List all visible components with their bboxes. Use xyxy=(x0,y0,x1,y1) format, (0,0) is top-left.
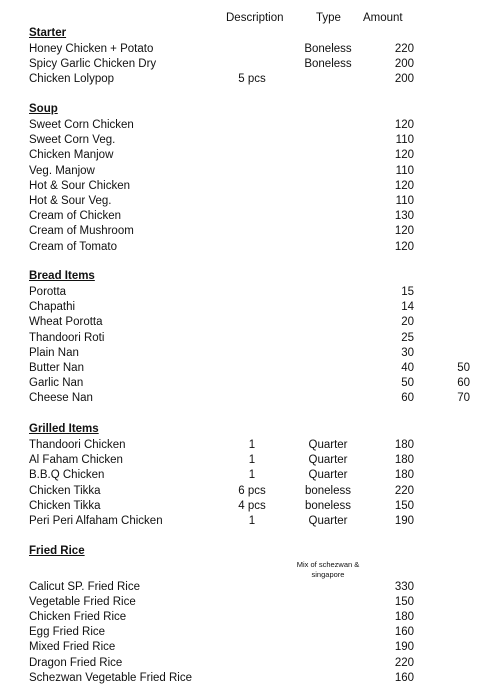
item-name: Sweet Corn Veg. xyxy=(29,134,116,147)
item-description: 5 pcs xyxy=(238,73,266,86)
menu-item-row xyxy=(0,580,490,595)
item-name: Garlic Nan xyxy=(29,377,84,390)
item-name: Schezwan Vegetable Fried Rice xyxy=(29,671,193,684)
menu-item-row xyxy=(0,640,490,655)
item-description: 1 xyxy=(248,454,256,467)
menu-item-row xyxy=(0,468,490,483)
item-amount: 15 xyxy=(401,286,414,298)
item-name: Cream of Chicken xyxy=(29,210,122,223)
item-name: Spicy Garlic Chicken Dry xyxy=(29,58,157,71)
item-description: 1 xyxy=(248,439,256,451)
item-name: Peri Peri Alfaham Chicken xyxy=(29,515,163,527)
item-amount: 220 xyxy=(394,656,414,669)
item-amount: 60 xyxy=(401,392,414,405)
menu-item-row xyxy=(0,625,490,640)
item-amount: 30 xyxy=(401,346,414,359)
menu-item-row xyxy=(0,285,490,300)
item-extra-amount: 50 xyxy=(457,362,470,374)
menu-item-row xyxy=(0,164,490,179)
header-type: Type xyxy=(316,12,341,24)
fried-rice-note: Mix of schezwan & singapore xyxy=(296,560,360,579)
item-amount: 150 xyxy=(394,596,414,609)
item-name: Calicut SP. Fried Rice xyxy=(29,581,140,593)
item-description: 1 xyxy=(248,515,256,527)
item-name: Chicken Tikka xyxy=(29,499,101,512)
item-type: Quarter xyxy=(308,469,348,482)
menu-item-row xyxy=(0,656,490,671)
item-amount: 180 xyxy=(394,454,414,467)
menu-item-row xyxy=(0,240,490,255)
item-amount: 200 xyxy=(394,58,414,71)
menu-item-row xyxy=(0,453,490,468)
menu-item-row xyxy=(0,499,490,514)
menu-item-row xyxy=(0,595,490,610)
item-description: 1 xyxy=(248,469,256,482)
menu-item-row xyxy=(0,391,490,406)
item-name: Chicken Fried Rice xyxy=(29,611,127,624)
item-name: Cheese Nan xyxy=(29,392,93,405)
item-amount: 160 xyxy=(394,671,414,684)
item-amount: 190 xyxy=(394,641,414,654)
menu-item-row xyxy=(0,194,490,209)
item-name: Plain Nan xyxy=(29,346,79,359)
item-type: Quarter xyxy=(308,515,348,527)
item-amount: 180 xyxy=(394,469,414,482)
menu-item-row xyxy=(0,346,490,361)
item-type: Boneless xyxy=(304,58,352,71)
item-amount: 160 xyxy=(394,626,414,639)
item-name: Chicken Manjow xyxy=(29,149,114,162)
menu-item-row xyxy=(0,224,490,239)
menu-item-row xyxy=(0,148,490,163)
item-amount: 120 xyxy=(394,225,414,238)
item-name: Hot & Sour Chicken xyxy=(29,179,130,192)
item-description: 4 pcs xyxy=(238,499,266,512)
item-name: Chicken Lolypop xyxy=(29,73,115,86)
menu-item-row xyxy=(0,438,490,453)
item-amount: 110 xyxy=(395,134,414,147)
item-amount: 120 xyxy=(394,149,414,162)
header-amount: Amount xyxy=(363,12,403,24)
menu-item-row xyxy=(0,209,490,224)
item-name: Dragon Fried Rice xyxy=(29,656,123,669)
item-name: Thandoori Chicken xyxy=(29,439,126,451)
section-title-starter: Starter xyxy=(29,27,67,39)
item-type: boneless xyxy=(304,484,352,497)
item-amount: 120 xyxy=(394,179,414,192)
section-title-fried-rice: Fried Rice xyxy=(29,545,85,557)
item-amount: 330 xyxy=(394,581,414,593)
item-amount: 110 xyxy=(395,164,414,177)
item-description: 6 pcs xyxy=(238,484,266,497)
item-type: Quarter xyxy=(308,439,348,451)
item-amount: 180 xyxy=(394,439,414,451)
item-name: Honey Chicken + Potato xyxy=(29,43,154,55)
item-amount: 200 xyxy=(394,73,414,86)
item-amount: 220 xyxy=(394,43,414,55)
menu-item-row xyxy=(0,72,490,87)
item-type: Boneless xyxy=(304,43,352,55)
item-name: Wheat Porotta xyxy=(29,316,103,329)
menu-item-row xyxy=(0,57,490,72)
item-amount: 220 xyxy=(394,484,414,497)
item-amount: 50 xyxy=(401,377,414,390)
item-type: boneless xyxy=(304,499,352,512)
item-extra-amount: 60 xyxy=(457,377,470,390)
item-amount: 180 xyxy=(394,611,414,624)
item-name: Cream of Mushroom xyxy=(29,225,134,238)
item-name: Veg. Manjow xyxy=(29,164,95,177)
header-description: Description xyxy=(226,12,284,24)
menu-item-row xyxy=(0,610,490,625)
item-amount: 190 xyxy=(394,515,414,527)
menu-item-row xyxy=(0,42,490,57)
item-amount: 14 xyxy=(401,301,414,314)
menu-item-row xyxy=(0,331,490,346)
item-name: Vegetable Fried Rice xyxy=(29,596,136,609)
item-amount: 130 xyxy=(394,210,414,223)
item-name: Mixed Fried Rice xyxy=(29,641,116,654)
item-name: Thandoori Roti xyxy=(29,331,105,344)
item-name: Chapathi xyxy=(29,301,76,314)
item-name: Butter Nan xyxy=(29,362,84,374)
item-amount: 40 xyxy=(401,362,414,374)
item-type: Quarter xyxy=(308,454,348,467)
item-name: B.B.Q Chicken xyxy=(29,469,105,482)
menu-item-row xyxy=(0,671,490,686)
menu-item-row xyxy=(0,361,490,376)
section-title-grilled: Grilled Items xyxy=(29,423,99,435)
menu-item-row xyxy=(0,179,490,194)
item-extra-amount: 70 xyxy=(457,392,470,405)
menu-item-row xyxy=(0,514,490,529)
item-amount: 150 xyxy=(394,499,414,512)
section-title-soup: Soup xyxy=(29,103,58,115)
item-amount: 110 xyxy=(395,195,414,207)
menu-item-row xyxy=(0,376,490,391)
menu-item-row xyxy=(0,133,490,148)
item-amount: 120 xyxy=(394,119,414,131)
menu-item-row xyxy=(0,118,490,133)
menu-item-row xyxy=(0,315,490,330)
item-name: Al Faham Chicken xyxy=(29,454,123,467)
item-name: Chicken Tikka xyxy=(29,484,101,497)
menu-item-row xyxy=(0,300,490,315)
item-name: Hot & Sour Veg. xyxy=(29,195,112,207)
item-amount: 25 xyxy=(401,331,414,344)
item-amount: 120 xyxy=(394,240,414,253)
item-name: Porotta xyxy=(29,286,67,298)
item-name: Sweet Corn Chicken xyxy=(29,119,134,131)
menu-item-row xyxy=(0,484,490,499)
item-name: Cream of Tomato xyxy=(29,240,117,253)
section-title-bread: Bread Items xyxy=(29,270,95,282)
item-name: Egg Fried Rice xyxy=(29,626,106,639)
item-amount: 20 xyxy=(401,316,414,329)
